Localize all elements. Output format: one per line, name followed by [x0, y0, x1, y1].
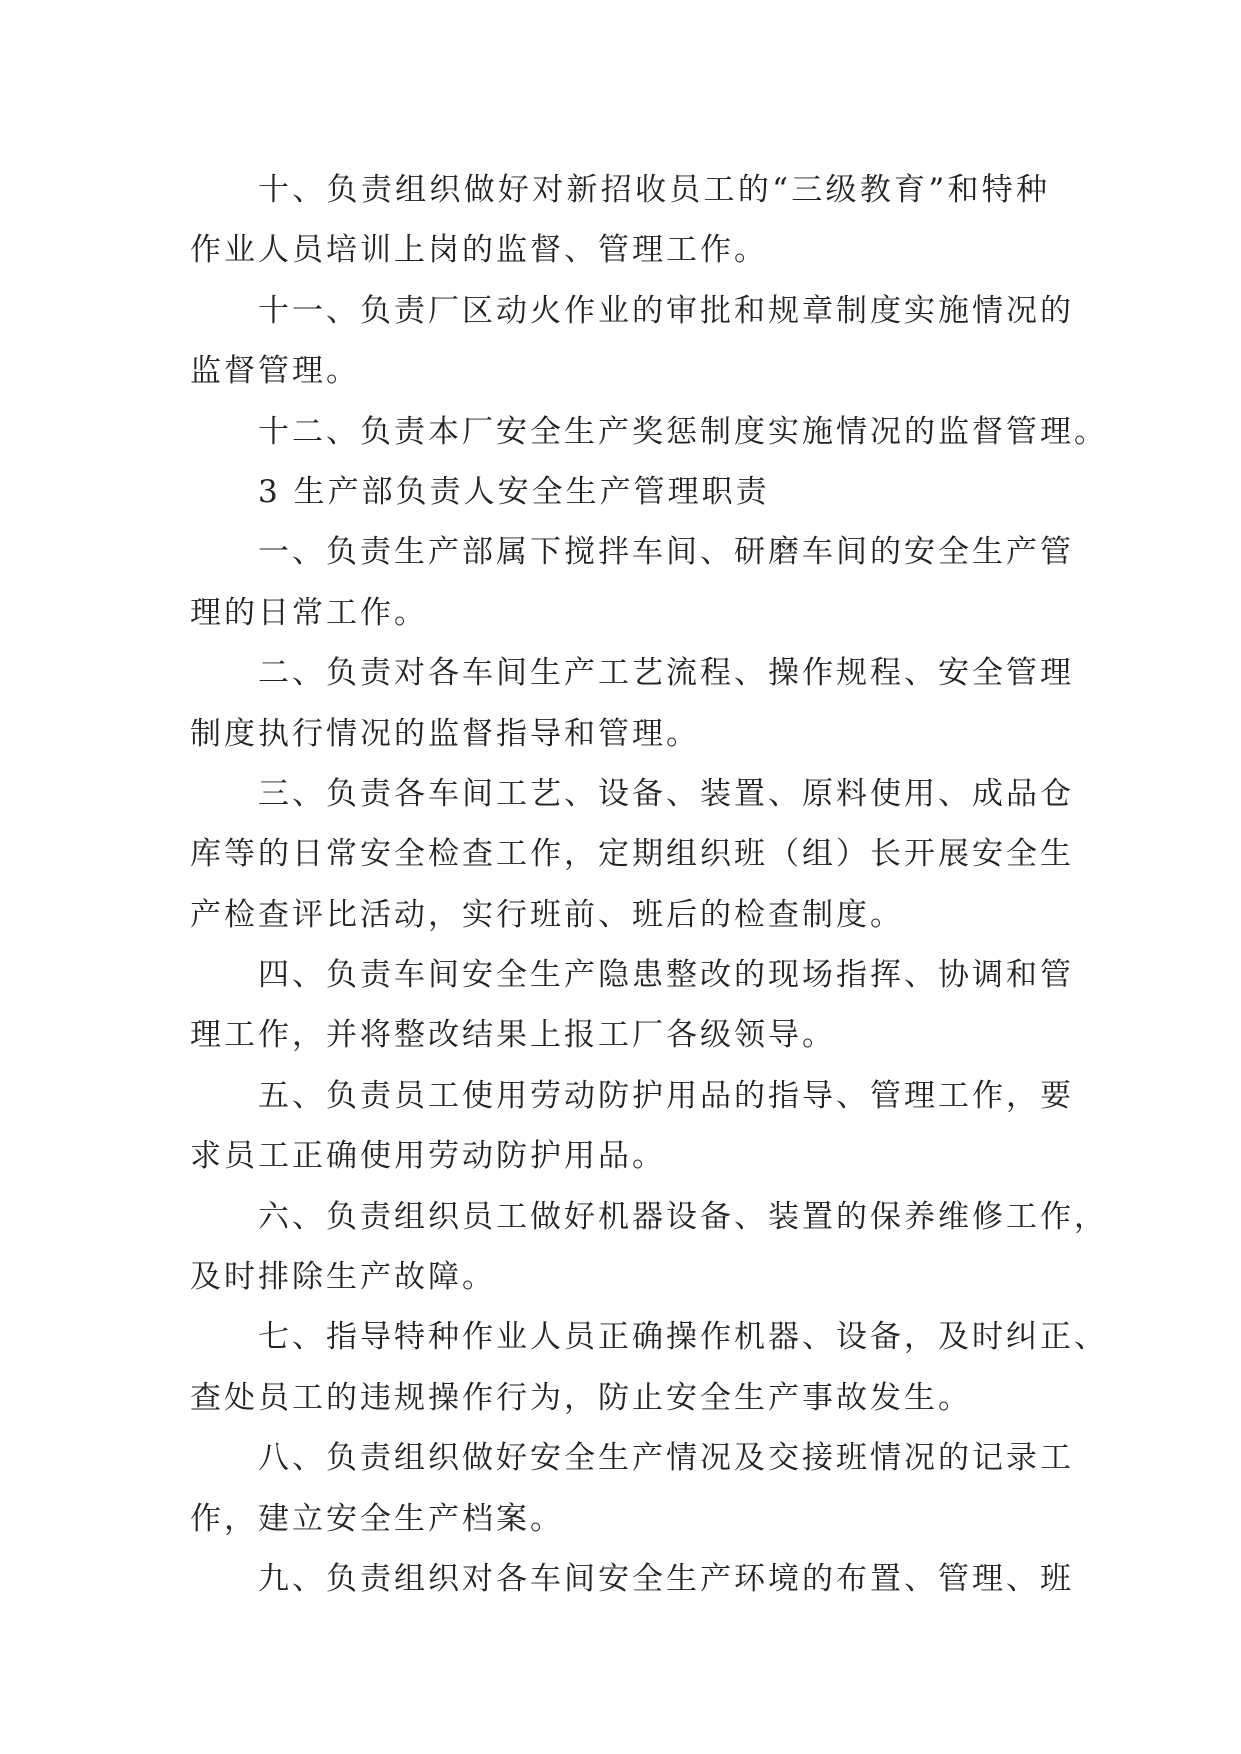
- text-line: 十一、负责厂区动火作业的审批和规章制度实施情况的: [258, 292, 1074, 329]
- text-line: 九、负责组织对各车间安全生产环境的布置、管理、班: [258, 1560, 1074, 1597]
- text-line: 一、负责生产部属下搅拌车间、研磨车间的安全生产管: [258, 534, 1074, 571]
- text-line: 产检查评比活动，实行班前、班后的检查制度。: [190, 896, 904, 933]
- text-line: 六、负责组织员工做好机器设备、装置的保养维修工作，: [258, 1198, 1108, 1235]
- text-line: 三、负责各车间工艺、设备、装置、原料使用、成品仓: [258, 775, 1074, 812]
- text-line: 查处员工的违规操作行为，防止安全生产事故发生。: [190, 1379, 972, 1416]
- text-line: 制度执行情况的监督指导和管理。: [190, 715, 700, 752]
- section-heading: 3 生产部负责人安全生产管理职责: [258, 473, 770, 510]
- document-body: [190, 160, 1108, 1609]
- text-line: 求员工正确使用劳动防护用品。: [190, 1138, 666, 1175]
- text-line: 库等的日常安全检查工作，定期组织班（组）长开展安全生: [190, 836, 1074, 873]
- text-line: 作，建立安全生产档案。: [190, 1500, 564, 1537]
- text-line: 及时排除生产故障。: [190, 1259, 496, 1296]
- text-line: 五、负责员工使用劳动防护用品的指导、管理工作，要: [258, 1077, 1074, 1114]
- text-line: 七、指导特种作业人员正确操作机器、设备，及时纠正、: [258, 1319, 1108, 1356]
- text-line: 监督管理。: [190, 353, 360, 390]
- text-line: 理的日常工作。: [190, 594, 428, 631]
- text-line: 理工作，并将整改结果上报工厂各级领导。: [190, 1017, 836, 1054]
- text-line: 二、负责对各车间生产工艺流程、操作规程、安全管理: [258, 655, 1074, 692]
- text-line: 作业人员培训上岗的监督、管理工作。: [190, 232, 768, 269]
- text-line: 十二、负责本厂安全生产奖惩制度实施情况的监督管理。: [258, 413, 1108, 450]
- text-line: 八、负责组织做好安全生产情况及交接班情况的记录工: [258, 1440, 1074, 1477]
- text-line: 十、负责组织做好对新招收员工的“三级教育”和特种: [258, 172, 1050, 208]
- text-line: 四、负责车间安全生产隐患整改的现场指挥、协调和管: [258, 957, 1074, 994]
